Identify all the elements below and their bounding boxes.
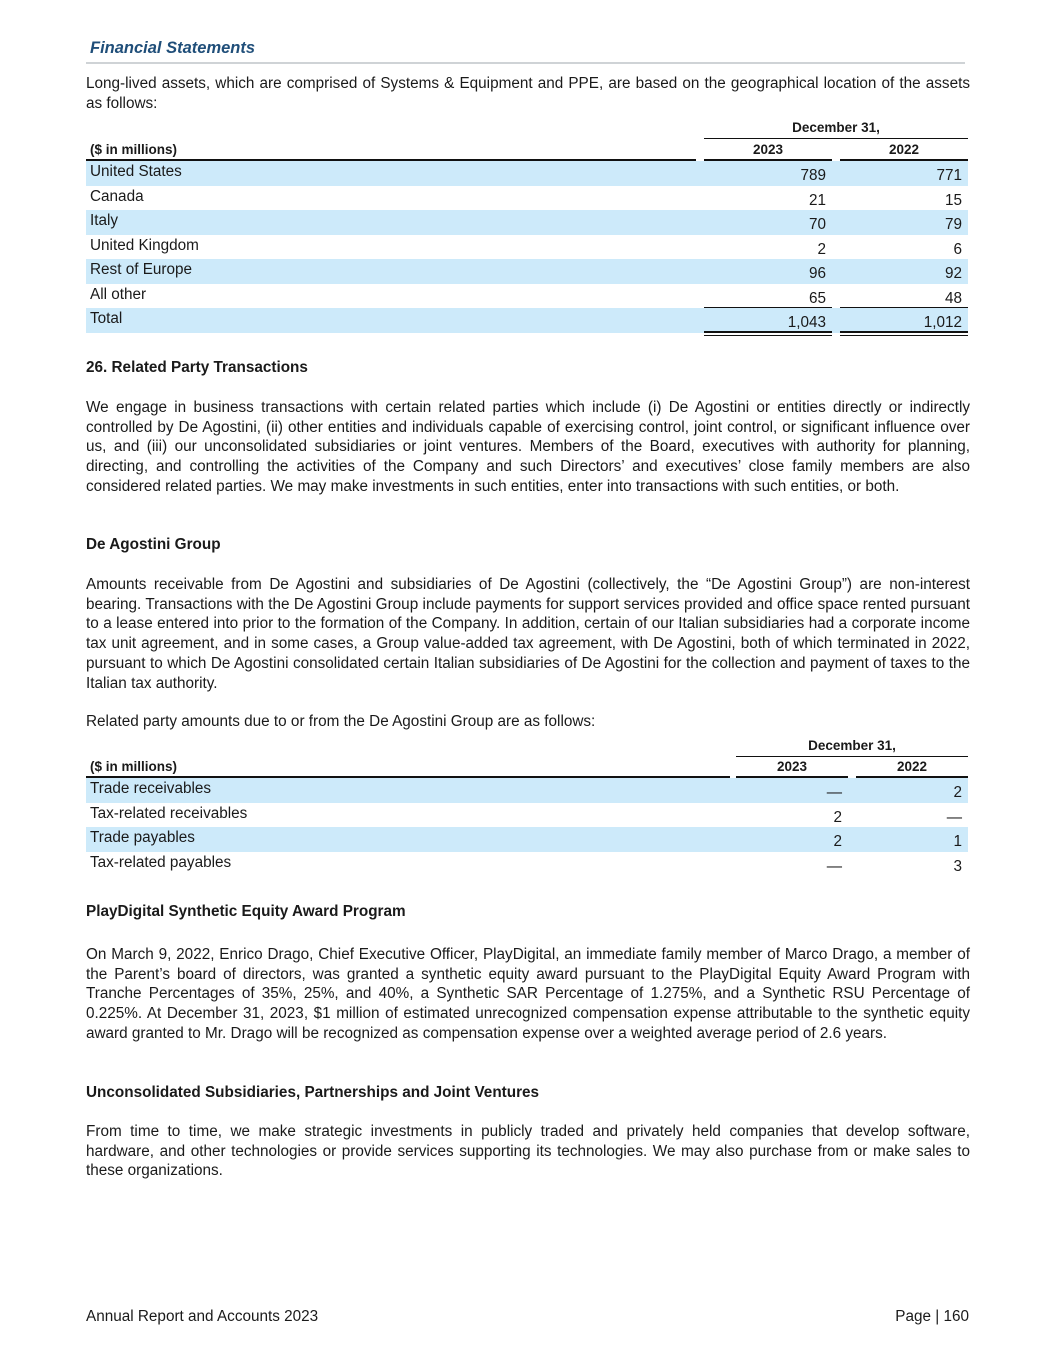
subsection-heading: Unconsolidated Subsidiaries, Partnerships and Joint Ventures <box>86 1084 540 1101</box>
table-row <box>86 827 968 852</box>
value-2023: 21 <box>808 191 826 209</box>
row-label: Tax-related payables <box>90 853 232 871</box>
value-2023: — <box>826 857 842 875</box>
value-2023: 2 <box>833 808 842 826</box>
value-2022: 15 <box>944 191 962 209</box>
column-header-2022: 2022 <box>888 142 920 157</box>
table-period-header: December 31, <box>736 736 968 757</box>
footer-page-number: Page | 160 <box>895 1308 969 1325</box>
page-header-title: Financial Statements <box>90 39 256 57</box>
value-2022: 6 <box>953 240 962 258</box>
table-row <box>86 161 968 186</box>
long-lived-assets-table <box>86 118 970 338</box>
value-2023: 1,043 <box>787 314 826 331</box>
row-label: All other <box>90 285 147 303</box>
value-2023: — <box>826 784 842 801</box>
subsection-heading: De Agostini Group <box>86 536 221 553</box>
value-2023: 2 <box>833 833 842 850</box>
value-2022: 2 <box>953 784 962 801</box>
value-2022: 79 <box>944 216 962 233</box>
value-2023: 96 <box>808 265 826 282</box>
row-label: Trade payables <box>90 829 195 846</box>
value-2022: 92 <box>944 265 962 282</box>
value-2022: 771 <box>936 167 962 184</box>
value-2022: 1 <box>953 833 962 850</box>
table-unit-label: ($ in millions) <box>90 759 178 774</box>
column-header-2022: 2022 <box>896 759 928 774</box>
table-row <box>86 284 968 309</box>
table-row <box>86 210 968 235</box>
value-2023: 789 <box>800 167 826 184</box>
total-double-line <box>704 335 832 337</box>
table-period-header: December 31, <box>704 118 968 139</box>
row-label: Tax-related receivables <box>90 804 248 822</box>
playdigital-paragraph: On March 9, 2022, Enrico Drago, Chief Executive Officer, PlayDigital, an immediate family member of Marco Drago, a member of the Parent’s board of directors, was granted a synthetic equity award pursuant to the PlayDigital Equity Award Program with Tranche Percentages of 35%, 25%, and 40%, a Synthetic SAR Percentage of 1.275%, and a Synthetic RSU Percentage of 0.225%. At December 31, 2023, $1 million of estimated unrecognized compensation expense attributable to the synthetic equity award granted to Mr. Drago will be recognized as compensation expense over a weighted average period of 2.6 years. <box>86 946 970 1042</box>
amounts-intro: Related party amounts due to or from the De Agostini Group are as follows: <box>86 713 596 730</box>
table-row <box>86 778 968 803</box>
row-label: United States <box>90 163 182 180</box>
total-double-line <box>840 335 968 337</box>
table-row <box>86 186 968 211</box>
unconsolidated-paragraph: From time to time, we make strategic investments in publicly traded and privately held companies that develop software, hardware, and other technologies or provide services supporting its technologies. We may also purchase from or make sales to these organizations. <box>86 1123 970 1180</box>
row-label: United Kingdom <box>90 236 199 254</box>
de-agostini-paragraph: Amounts receivable from De Agostini and subsidiaries of De Agostini (collectively, the “De Agostini Group”) are non-interest bearing. Transactions with the De Agostini Group include payments for support services provided and office space rented pursuant to a lease entered into prior to the formation of the Company. In addition, certain of our Italian subsidiaries had a corporate income tax unit agreement, and in some cases, a Group value-added tax agreement, with De Agostini, both of which terminated in 2022, pursuant to which De Agostini consolidated certain Italian subsidiaries of De Agostini for the collection and payment of taxes to the Italian tax authority. <box>86 576 970 692</box>
table-row <box>86 259 968 284</box>
row-label: Canada <box>90 187 144 205</box>
column-header-2023: 2023 <box>776 759 808 774</box>
table-row <box>86 852 968 877</box>
table-row <box>86 235 968 260</box>
value-2022: 1,012 <box>923 314 962 331</box>
row-label: Italy <box>90 212 119 229</box>
value-2022: 3 <box>953 857 962 875</box>
row-label: Trade receivables <box>90 780 212 797</box>
table-row-total <box>86 308 968 333</box>
table-unit-label: ($ in millions) <box>90 142 178 157</box>
related-party-amounts-table <box>86 736 970 876</box>
value-2022: — <box>946 808 962 826</box>
total-double-line <box>704 331 832 333</box>
related-party-paragraph: We engage in business transactions with certain related parties which include (i) De Agostini or entities directly or indirectly controlled by De Agostini, (ii) other entities and individuals capable of exercising control, joint control, or significant influence over us, and (iii) our unconsolidated subsidiaries or joint ventures. Members of the Board, executives with authority for planning, directing, and controlling the activities of the Company and such Directors’ and executives’ close family members are also considered related parties. We may make investments in such entities, enter into transactions with such entities, or both. <box>86 399 970 495</box>
value-2023: 65 <box>808 289 826 307</box>
column-header-2023: 2023 <box>752 142 784 157</box>
row-label: Total <box>90 310 123 327</box>
intro-paragraph: Long-lived assets, which are comprised of Systems & Equipment and PPE, are based on the geographical location of the assets as follows: <box>86 75 970 112</box>
footer-report-title: Annual Report and Accounts 2023 <box>86 1308 319 1325</box>
subsection-heading: PlayDigital Synthetic Equity Award Program <box>86 903 406 920</box>
value-2023: 70 <box>808 216 826 233</box>
row-label: Rest of Europe <box>90 261 193 278</box>
value-2022: 48 <box>944 289 962 307</box>
value-2023: 2 <box>817 240 826 258</box>
section-heading: 26. Related Party Transactions <box>86 359 308 376</box>
header-divider <box>86 62 965 64</box>
total-double-line <box>840 331 968 333</box>
table-row <box>86 803 968 828</box>
